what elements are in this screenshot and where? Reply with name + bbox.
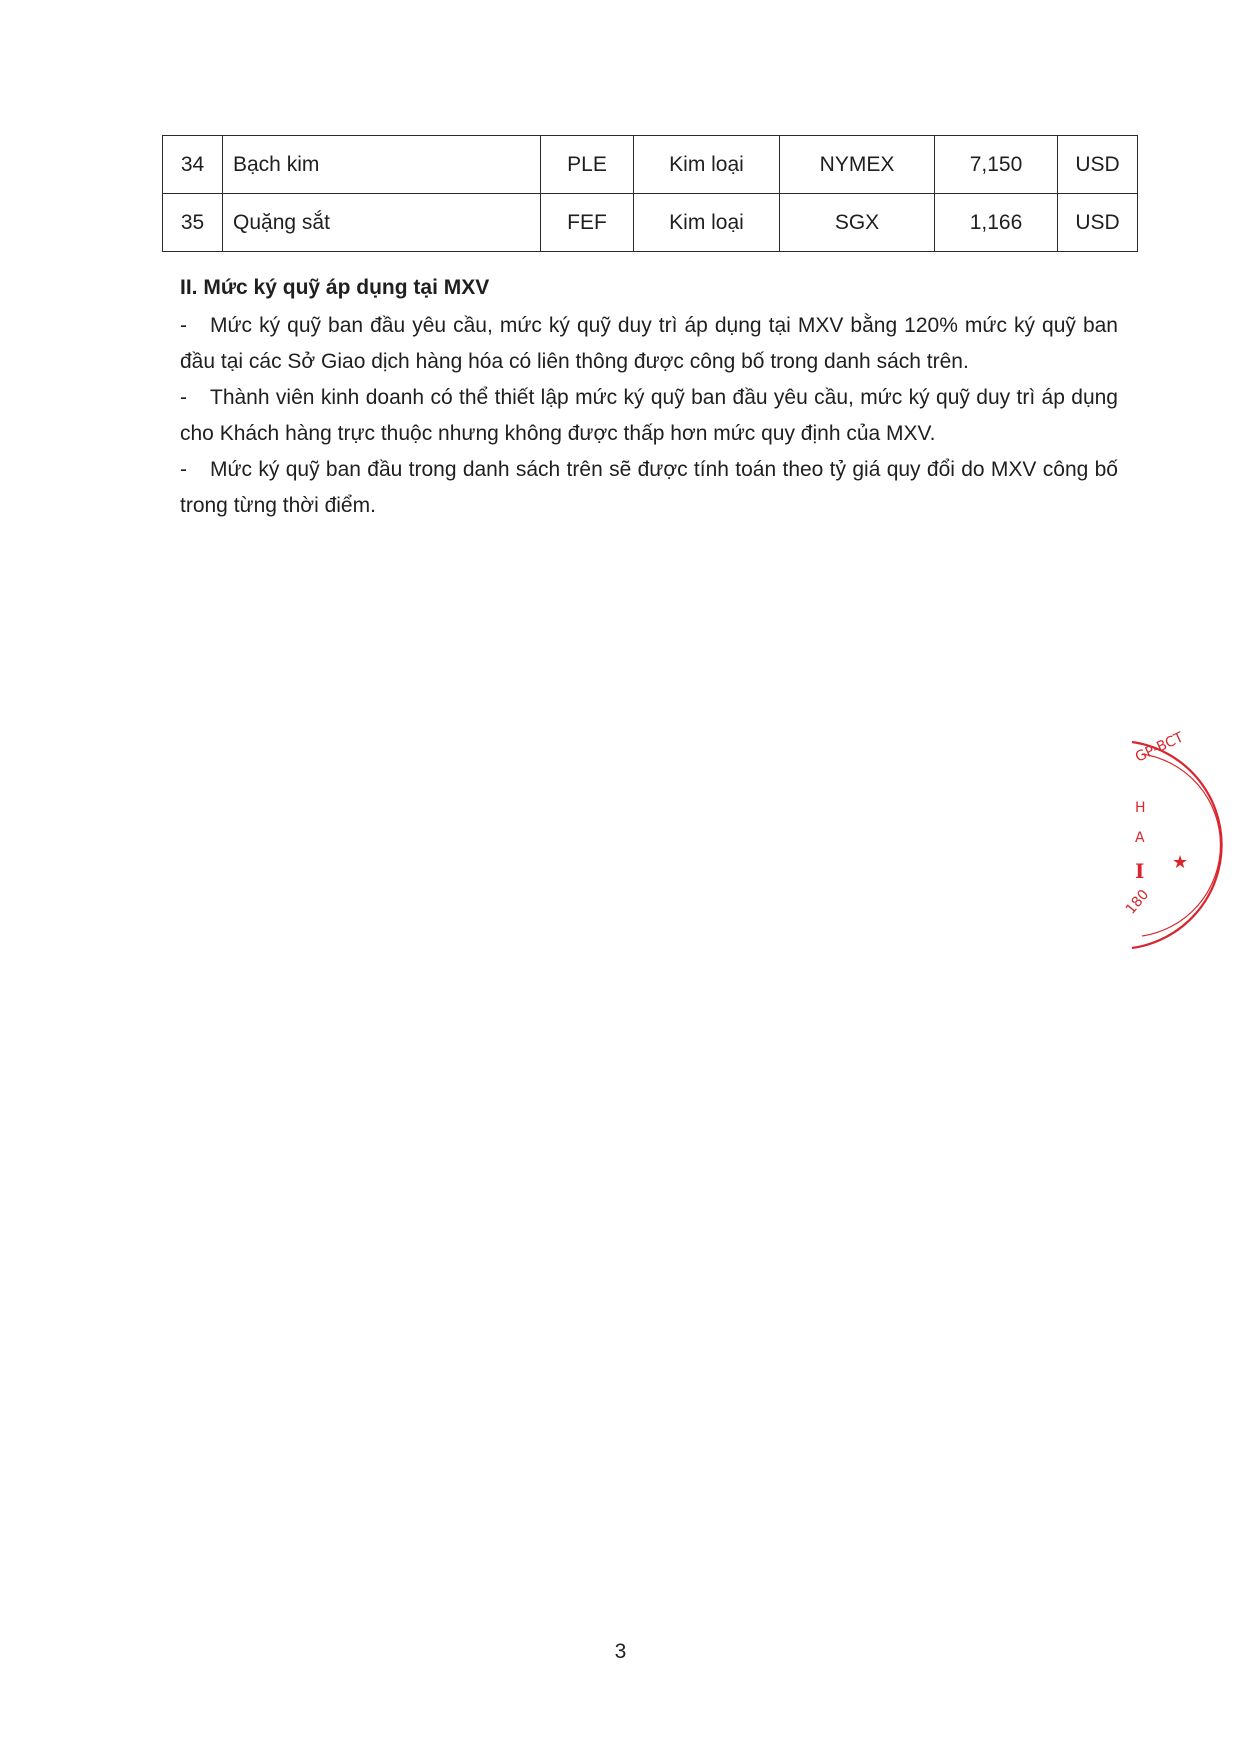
seal-star-icon: ★ xyxy=(1172,852,1189,873)
commodity-group: Kim loại xyxy=(634,136,780,194)
official-seal-stamp xyxy=(1122,729,1241,950)
currency: USD xyxy=(1058,194,1138,252)
exchange: SGX xyxy=(780,194,935,252)
bullet-dash: - xyxy=(180,386,187,409)
exchange: NYMEX xyxy=(780,136,935,194)
commodity-code: PLE xyxy=(541,136,634,194)
table-row xyxy=(163,194,1138,252)
table-row xyxy=(163,136,1138,194)
seal-text-fragment: A xyxy=(1135,830,1145,846)
commodity-name: Quặng sắt xyxy=(223,194,541,252)
section-heading: II. Mức ký quỹ áp dụng tại MXV xyxy=(180,276,490,299)
margin-policy-section xyxy=(180,270,1118,524)
initial-margin: 7,150 xyxy=(935,136,1058,194)
seal-text-fragment: H xyxy=(1135,800,1146,816)
bullet-dash: - xyxy=(180,458,187,481)
page-number: 3 xyxy=(614,1640,627,1663)
row-number: 34 xyxy=(163,136,223,194)
seal-text-fragment: 180 xyxy=(1122,886,1153,918)
bullet-text: Thành viên kinh doanh có thể thiết lập mức ký quỹ ban đầu yêu cầu, mức ký quỹ duy trì áp dụng cho Khách hàng trực thuộc nhưng không được thấp hơn mức quy định của MXV. xyxy=(180,386,1118,445)
commodity-name: Bạch kim xyxy=(223,136,541,194)
commodity-code: FEF xyxy=(541,194,634,252)
currency: USD xyxy=(1058,136,1138,194)
bullet-text: Mức ký quỹ ban đầu trong danh sách trên sẽ được tính toán theo tỷ giá quy đổi do MXV công bố trong từng thời điểm. xyxy=(180,458,1118,517)
commodity-group: Kim loại xyxy=(634,194,780,252)
margin-table xyxy=(162,135,1138,252)
initial-margin: 1,166 xyxy=(935,194,1058,252)
policy-bullet xyxy=(180,380,1118,452)
bullet-dash: - xyxy=(180,314,187,337)
bullet-text: Mức ký quỹ ban đầu yêu cầu, mức ký quỹ duy trì áp dụng tại MXV bằng 120% mức ký quỹ ban đầu tại các Sở Giao dịch hàng hóa có liên thông được công bố trong danh sách trên. xyxy=(180,314,1118,373)
policy-bullet xyxy=(180,308,1118,380)
seal-text-fragment: GP-BCT xyxy=(1132,729,1187,766)
policy-bullet xyxy=(180,452,1118,524)
row-number: 35 xyxy=(163,194,223,252)
seal-text-fragment: I xyxy=(1135,859,1145,883)
